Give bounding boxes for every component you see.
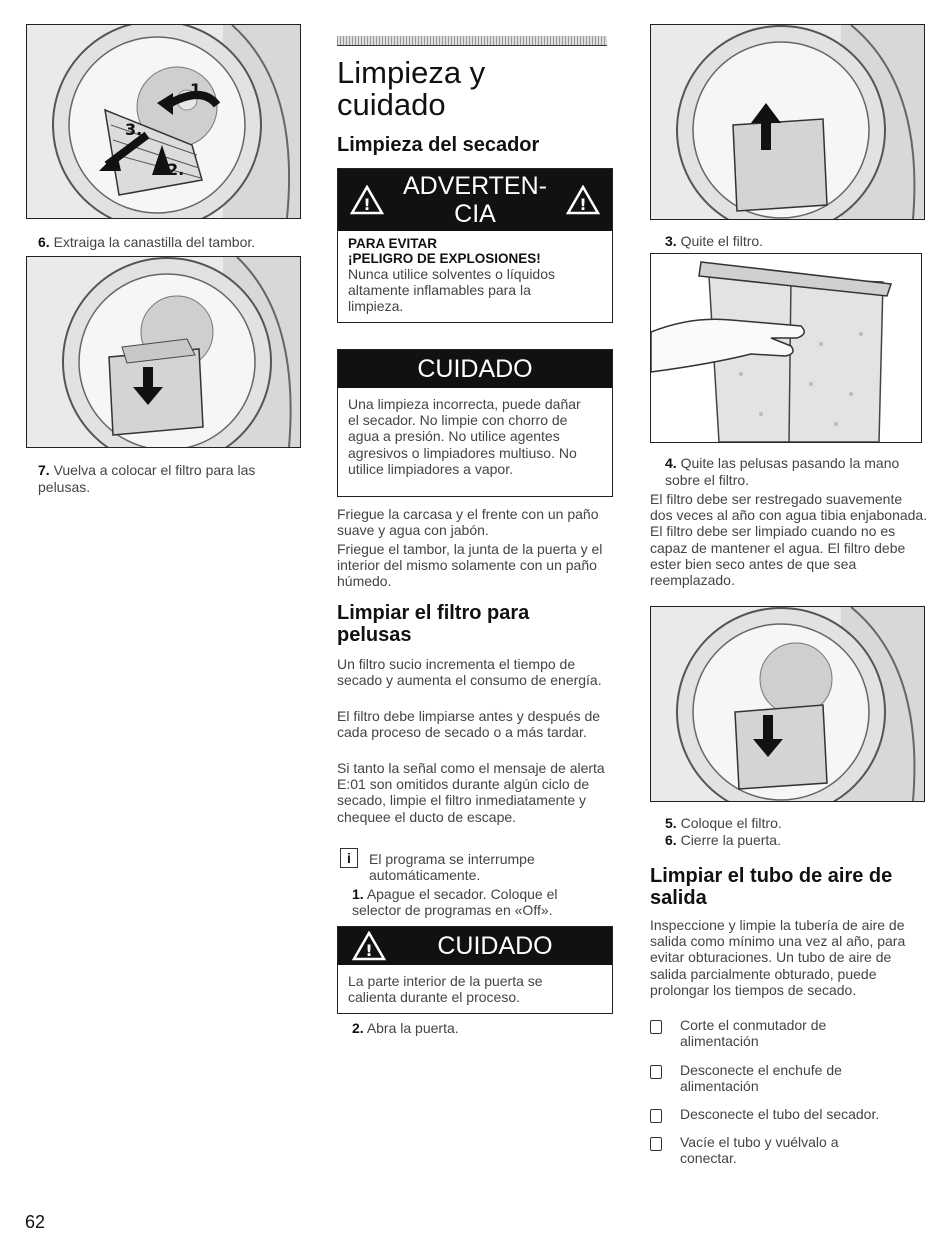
info-icon: i [340,848,358,868]
checklist-text: Vacíe el tubo y vuélvalo a conectar. [680,1134,839,1167]
checklist-text: Desconecte el enchufe de alimentación [680,1062,842,1095]
warning-lead: PARA EVITAR ¡PELIGRO DE EXPLOSIONES! [348,236,541,266]
step-1 [352,886,602,918]
duct-paragraph: Inspeccione y limpie la tubería de aire de salida como mínimo una vez al año, para evitar obturaciones. Un tubo de aire de salida parcialmente obturado, puede prolongar los tiempos de secado. [650,917,906,998]
warning-title: ADVERTEN- CIA [402,172,547,228]
dryer-drum-rack-illustration [27,25,300,218]
filter-paragraph-1: Un filtro sucio incrementa el tiempo de secado y aumenta el consumo de energía. [337,656,602,689]
hand-wiping-filter-illustration [651,254,921,442]
step-text: Quite las pelusas pasando la mano sobre el filtro. [665,455,900,488]
dryer-paragraph-1: Friegue la carcasa y el frente con un paño suave y agua con jabón. [337,506,599,539]
caution-box-1-text: Una limpieza incorrecta, puede dañar el secador. No limpie con chorro de agua a presión. No utilice agentes agresivos o limpiadores multiuso. No utilice limpiadores a vapor. [348,396,581,477]
rack-step-2-label: 2. [167,160,185,179]
dryer-filter-replace-illustration [651,607,924,801]
warning-box [337,168,613,323]
step-number: 7. [38,462,50,478]
figure-replace-filter [650,606,925,802]
caution-box-2 [337,926,613,1014]
caution-box-2-text: La parte interior de la puerta se calienta durante el proceso. [348,973,543,1006]
checkbox-icon [650,1137,662,1151]
caution-box-2-header [338,927,612,965]
checklist-text: Desconecte el tubo del secador. [680,1106,880,1122]
step-number: 4. [665,455,677,471]
caution-box-1-header: CUIDADO [338,350,612,388]
step-text: Quite el filtro. [680,233,764,249]
dryer-filter-remove-illustration [651,25,924,219]
page-title-line1: Limpieza y [337,55,486,90]
step-text: Extraiga la canastilla del tambor. [53,234,256,250]
dryer-filter-insert-illustration [27,257,300,447]
step-number: 1. [352,886,364,902]
rack-step-1-label: 1. [190,80,208,99]
step-text: Coloque el filtro. [680,815,782,831]
page-title [337,57,607,121]
warning-text: Nunca utilice solventes o líquidos altamente inflamables para la limpieza. [348,266,556,315]
step-number: 3. [665,233,677,249]
step-text: Vuelva a colocar el filtro para las pelusas. [38,462,256,495]
warning-triangle-icon [566,185,600,215]
page-number: 62 [25,1212,46,1232]
warning-body [338,231,612,321]
filter-paragraph-3: Si tanto la señal como el mensaje de alerta E:01 son omitidos durante algún ciclo de secado, limpie el filtro inmediatamente y chequee el ducto de escape. [337,760,605,825]
checkbox-icon [650,1020,662,1034]
filter-paragraph-2: El filtro debe limpiarse antes y después de cada proceso de secado o a más tardar. [337,708,601,741]
warning-box-header [338,169,612,231]
step-number: 5. [665,815,677,831]
checkbox-icon [650,1065,662,1079]
figure-insert-filter [26,256,301,448]
svg-text:!: ! [579,195,587,214]
step-5-caption [665,815,915,832]
svg-text:!: ! [363,195,371,214]
checklist-text: Corte el conmutador de alimentación [680,1017,827,1050]
warning-triangle-icon [350,185,384,215]
step-3-caption [665,233,915,250]
step-4-caption [665,455,905,488]
checkbox-icon [650,1109,662,1123]
step-text: Apague el secador. Coloque el selector de programas en «Off». [352,886,558,919]
section-heading-filter: Limpiar el filtro para pelusas [337,602,530,646]
caution-box-1 [337,349,613,497]
page-title-line2: cuidado [337,87,446,122]
warning-triangle-icon [352,931,386,961]
step-number: 6. [665,832,677,848]
filter-wash-note: El filtro debe ser restregado suavemente dos veces al año con agua tibia enjabonada. El filtro debe ser limpiado cuando no es capaz de mantener el agua. El filtro debe ester bien seco antes de que sea reemplazado. [650,491,928,589]
figure-clean-filter [650,253,922,443]
title-rule [337,36,607,46]
svg-text:!: ! [365,941,373,960]
step-6-close-caption [665,832,915,849]
caution-box-2-title: CUIDADO [437,932,553,960]
step-2 [352,1020,602,1036]
section-heading-duct: Limpiar el tubo de aire de salida [650,865,893,909]
step-7-caption [38,462,300,495]
info-note: El programa se interrumpe automáticamente. [369,851,535,884]
step-number: 6. [38,234,50,250]
step-text: Cierre la puerta. [680,832,781,848]
step-number: 2. [352,1020,364,1036]
rack-step-3-label: 3. [125,120,143,139]
step-6-caption [38,234,300,251]
dryer-paragraph-2: Friegue el tambor, la junta de la puerta y el interior del mismo solamente con un paño húmedo. [337,541,603,590]
step-text: Abra la puerta. [366,1020,459,1036]
figure-remove-rack [26,24,301,219]
section-heading-dryer: Limpieza del secador [337,134,540,156]
figure-remove-filter [650,24,925,220]
